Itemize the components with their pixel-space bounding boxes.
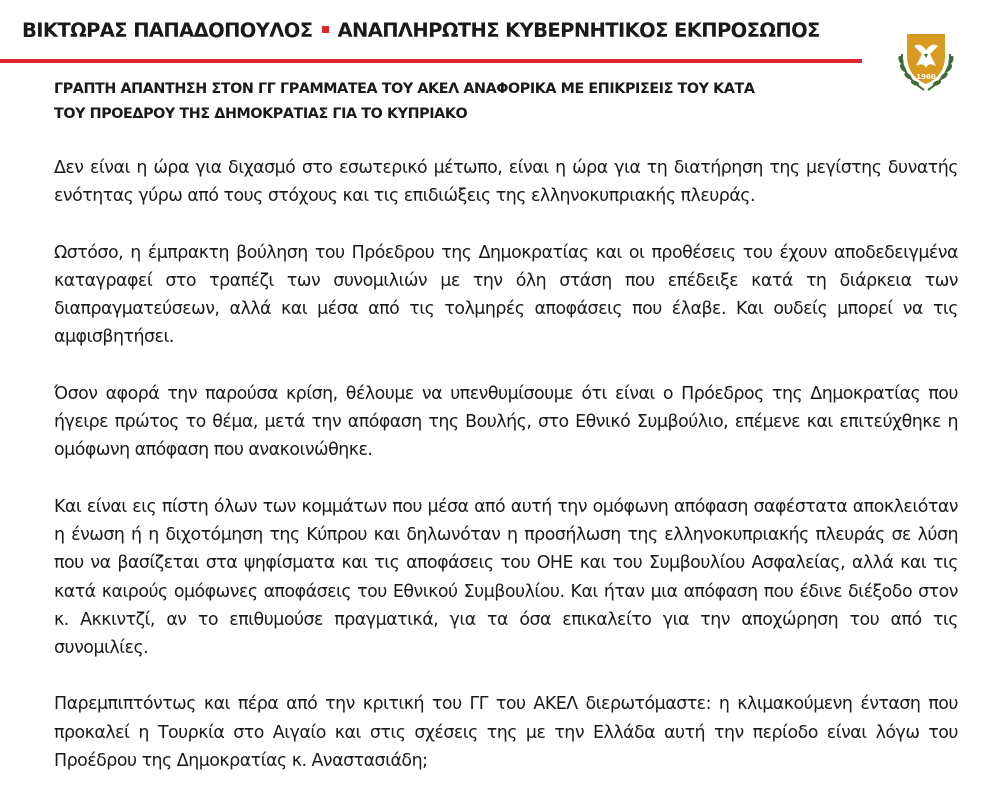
spokesperson-role: ΑΝΑΠΛΗΡΩΤΗΣ ΚΥΒΕΡΝΗΤΙΚΟΣ ΕΚΠΡΟΣΩΠΟΣ [337, 19, 820, 42]
subject-line-2: ΤΟΥ ΠΡΟΕΔΡΟΥ ΤΗΣ ΔΗΜΟΚΡΑΤΙΑΣ ΓΙΑ ΤΟ ΚΥΠΡΙΑΚΟ [54, 106, 468, 122]
paragraph-4: Και είναι εις πίστη όλων των κομμάτων που μέσα από αυτή την ομόφωνη απόφαση σαφέστατα αποκλειόταν η ένωση ή η διχοτόμηση της Κύπρου και δηλωνόταν η προσήλωση της ελληνοκυπριακής πλευράς σε λύση που να βασίζεται στα ψηφίσματα και τις αποφάσεις του ΟΗΕ και του Συμβουλίου Ασφαλείας, αλλά και τις κατά καιρούς ομόφωνες αποφάσεις του Εθνικού Συμβουλίου. Και ήταν μια απόφαση που έδινε διέξοδο στον κ. Ακκιντζί, αν το επιθυμούσε πραγματικά, για τα όσα επικαλείτο για την αποχώρηση του από τις συνομιλίες. [54, 496, 958, 659]
subject-line-1: ΓΡΑΠΤΗ ΑΠΑΝΤΗΣΗ ΣΤΟΝ ΓΓ ΓΡΑΜΜΑΤΕΑ ΤΟΥ ΑΚΕΛ ΑΝΑΦΟΡΙΚΑ ΜΕ ΕΠΙΚΡΙΣΕΙΣ ΤΟΥ ΚΑΤΑ [54, 81, 755, 97]
paragraph-3: Όσον αφορά την παρούσα κρίση, θέλουμε να υπενθυμίσουμε ότι είναι ο Πρόεδρος της Δημοκρατίας που ήγειρε πρώτος το θέμα, μετά την απόφαση της Βουλής, στο Εθνικό Συμβούλιο, επέμενε και επιτεύχθηκε η ομόφωνη απόφαση που ανακοινώθηκε. [54, 383, 958, 461]
document-header [22, 18, 820, 44]
paragraph-5: Παρεμπιπτόντως και πέρα από την κριτική του ΓΓ του ΑΚΕΛ διερωτόμαστε: η κλιμακούμενη ένταση που προκαλεί η Τουρκία στο Αιγαίο και στις σχέσεις της με την Ελλάδα αυτή την περίοδο είναι λόγω του Προέδρου της Δημοκρατίας κ. Αναστασιάδη; [54, 694, 958, 772]
spokesperson-name: ΒΙΚΤΩΡΑΣ ΠΑΠΑΔΟΠΟΥΛΟΣ [22, 19, 313, 42]
paragraph-2: Ωστόσο, η έμπρακτη βούληση του Πρόεδρου της Δημοκρατίας και οι προθέσεις του έχουν αποδεδειγμένα καταγραφεί στο τραπέζι των συνομιλιών με την όλη στάση που επέδειξε κατά τη διάρκεια των διαπραγματεύσεων, αλλά και μέσα από τις τολμηρές αποφάσεις που έλαβε. Και ουδείς μπορεί να τις αμφισβητήσει. [54, 242, 958, 348]
header-red-rule [0, 59, 862, 63]
red-square-separator [322, 26, 329, 33]
paragraph-1: Δεν είναι η ώρα για διχασμό στο εσωτερικό μέτωπο, είναι η ώρα για τη διατήρηση της μεγίστης δυνατής ενότητας γύρω από τους στόχους και τις επιδιώξεις της ελληνοκυπριακής πλευράς. [54, 158, 958, 207]
statement-body [54, 154, 958, 803]
svg-text:1960: 1960 [916, 73, 936, 81]
document-subject [54, 77, 884, 127]
cyprus-coat-of-arms-icon [890, 24, 962, 96]
